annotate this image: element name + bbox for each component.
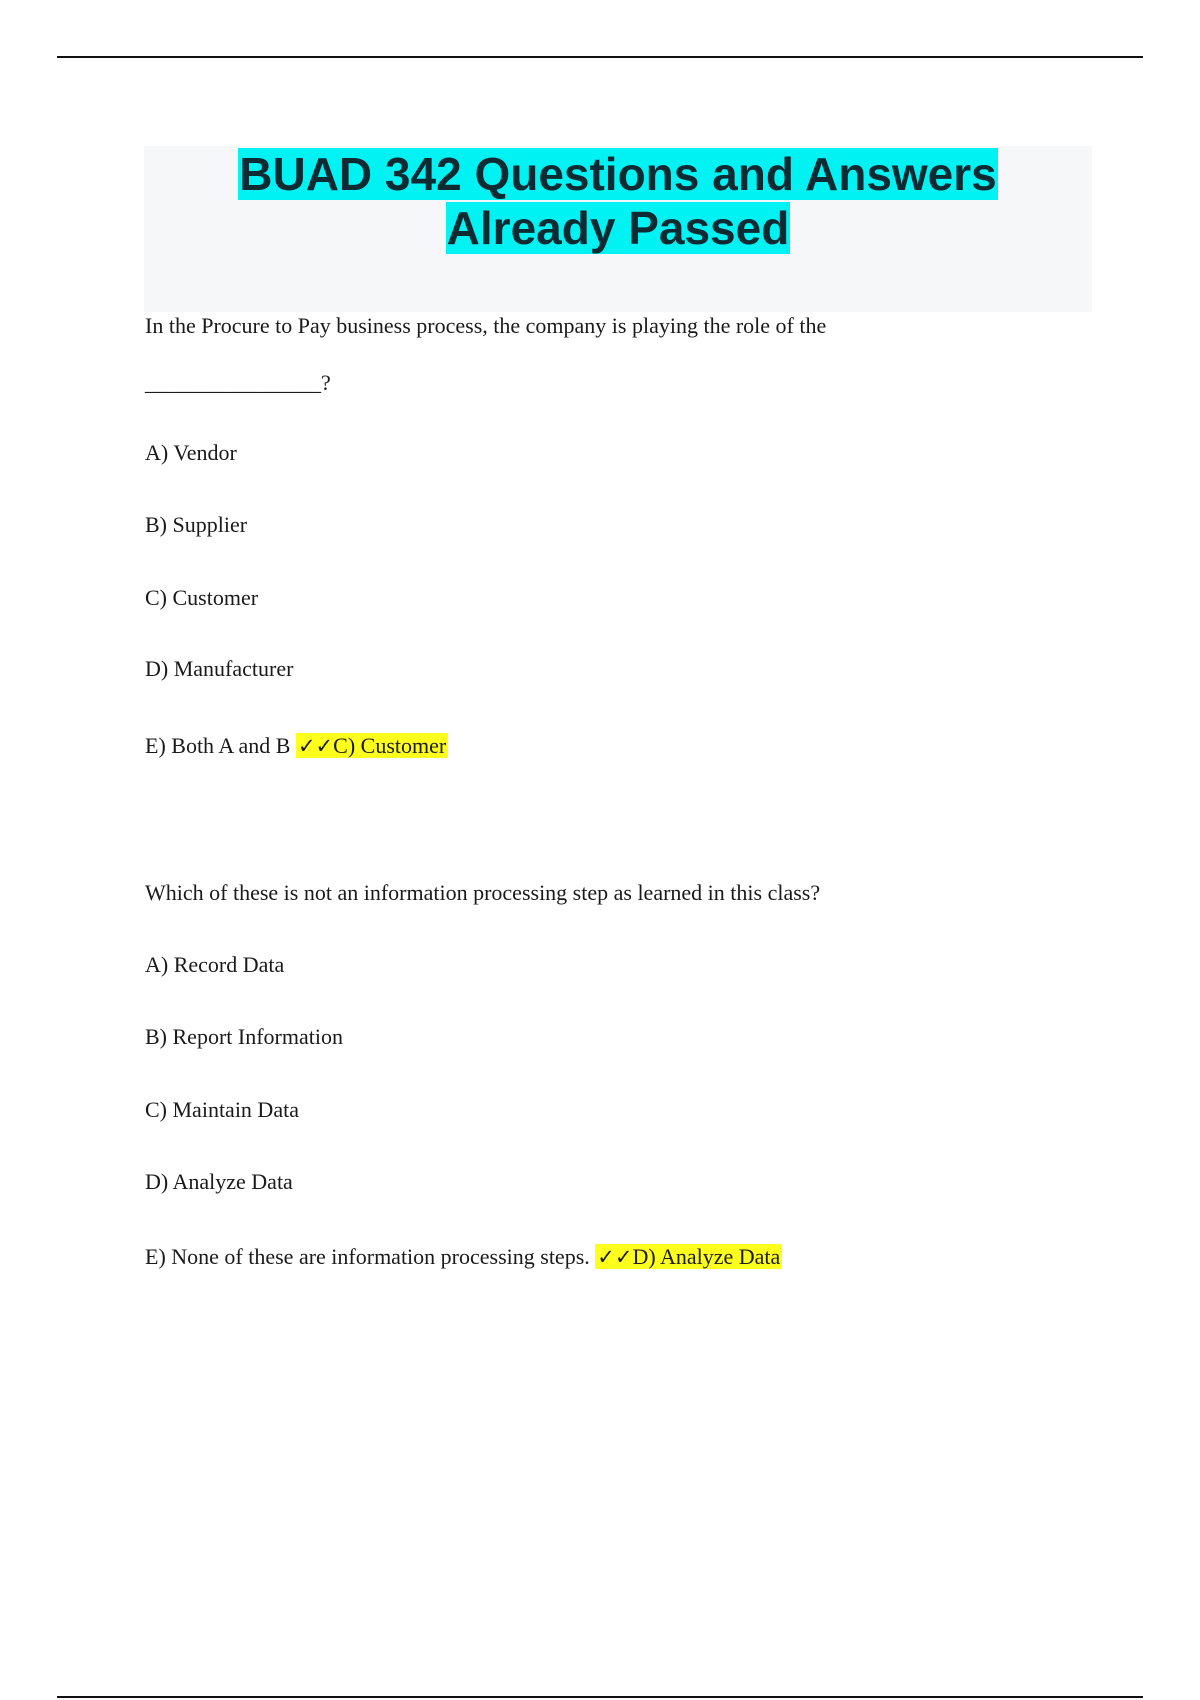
question-2-option-a: A) Record Data: [145, 952, 285, 977]
question-1-prompt: In the Procure to Pay business process, the company is playing the role of the: [145, 313, 827, 338]
question-1-answer: [296, 733, 448, 758]
question-2-option-c: C) Maintain Data: [145, 1097, 299, 1122]
question-1-answer-text: C) Customer: [333, 733, 447, 758]
question-1-option-c: C) Customer: [145, 585, 259, 610]
question-1-option-e-text: E) Both A and B: [145, 733, 291, 758]
document-title-line-2: Already Passed: [446, 202, 790, 254]
title-block: [144, 146, 1092, 312]
question-2-option-e: [145, 1244, 782, 1270]
question-1-option-a: A) Vendor: [145, 440, 237, 465]
question-2-option-d: D) Analyze Data: [145, 1169, 293, 1194]
double-check-icon: ✓✓: [597, 1245, 633, 1269]
question-2-prompt: Which of these is not an information processing step as learned in this class?: [145, 880, 821, 905]
question-2-option-b: B) Report Information: [145, 1024, 343, 1049]
question-2-answer-text: D) Analyze Data: [632, 1244, 781, 1269]
question-1-option-b: B) Supplier: [145, 512, 248, 537]
document-title-line-1: BUAD 342 Questions and Answers: [239, 148, 997, 200]
question-1-prompt-blank: ________________?: [145, 370, 331, 395]
bottom-rule: [57, 1696, 1143, 1698]
question-2-option-e-text: E) None of these are information processing steps.: [145, 1244, 590, 1269]
top-rule: [57, 56, 1143, 58]
question-1-option-e: [145, 733, 448, 759]
question-2-answer: [595, 1244, 782, 1269]
question-1-option-d: D) Manufacturer: [145, 656, 294, 681]
double-check-icon: ✓✓: [297, 734, 334, 758]
